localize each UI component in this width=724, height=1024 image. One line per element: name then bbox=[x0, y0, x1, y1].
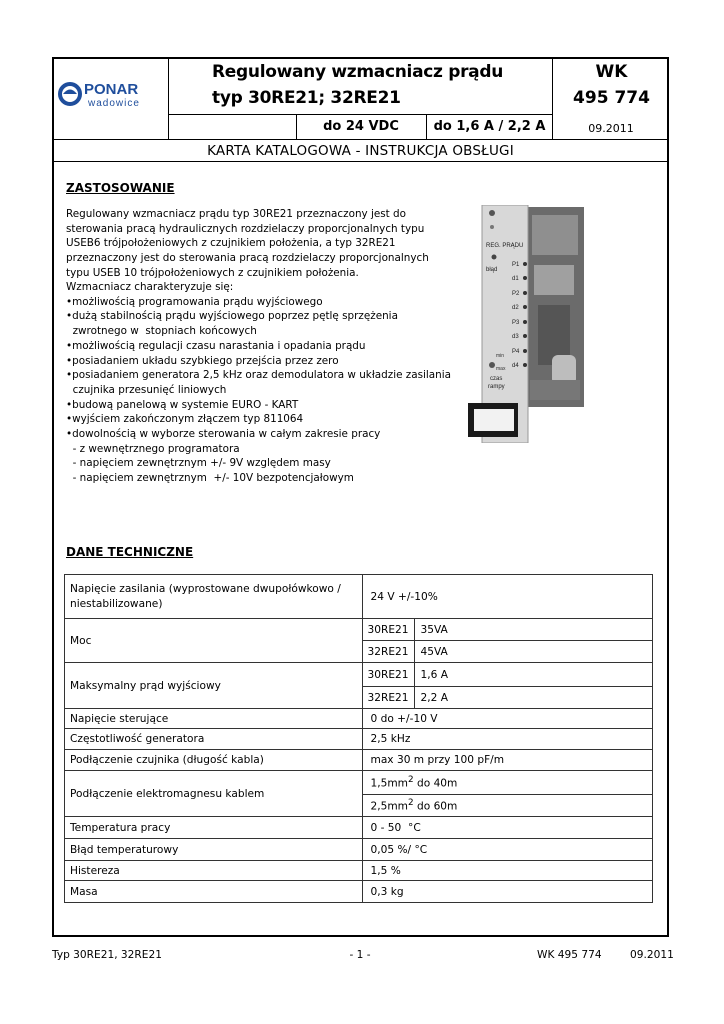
spec-label: Histereza bbox=[65, 861, 363, 881]
spec-type: 30RE21 bbox=[362, 619, 415, 641]
table-row bbox=[65, 619, 653, 641]
header-divider bbox=[168, 57, 169, 139]
feature-item: Wzmacniacz charakteryzuje się: bbox=[66, 281, 234, 293]
spec-label: Częstotliwość generatora bbox=[65, 729, 363, 750]
spec-value bbox=[362, 795, 653, 817]
voltage-spec: do 24 VDC bbox=[323, 119, 399, 134]
device-photo bbox=[468, 205, 586, 443]
intro-line: sterowania pracą hydraulicznych rozdzielaczy proporcjonalnych typu bbox=[66, 222, 425, 235]
doc-code-1: WK bbox=[595, 62, 628, 82]
feature-item: •możliwością regulacji czasu narastania i opadania prądu bbox=[66, 339, 366, 352]
spec-label: Napięcie sterujące bbox=[65, 709, 363, 729]
table-row bbox=[65, 881, 653, 903]
title-line-1: Regulowany wzmacniacz prądu bbox=[212, 62, 504, 82]
panel-led-label: P3 bbox=[512, 320, 520, 326]
feature-item: zwrotnego w stopniach końcowych bbox=[66, 325, 257, 338]
header-date: 09.2011 bbox=[588, 122, 634, 135]
temp-value: 0 - 50 bbox=[370, 821, 409, 834]
spec-value: 24 V +/-10% bbox=[362, 575, 653, 619]
spec-value bbox=[362, 771, 653, 795]
company-logo bbox=[58, 80, 168, 110]
intro-line: typu USEB 10 trójpołożeniowych z czujnikiem położenia. bbox=[66, 266, 359, 279]
spec-label: Moc bbox=[65, 619, 363, 663]
cable-a-sup: 2 bbox=[408, 775, 414, 786]
panel-led-label: P1 bbox=[512, 262, 520, 268]
panel-led-label: d4 bbox=[512, 363, 519, 369]
intro-line: przeznaczony jest do sterowania pracą rozdzielaczy proporcjonalnych bbox=[66, 252, 429, 265]
spec-type: 32RE21 bbox=[362, 687, 415, 709]
feature-item: •budową panelową w systemie EURO - KART bbox=[66, 398, 299, 411]
spec-label: Podłączenie elektromagnesu kablem bbox=[65, 771, 363, 817]
table-row bbox=[65, 750, 653, 771]
panel-max-label: max bbox=[496, 366, 506, 372]
panel-error-label: błąd bbox=[486, 267, 498, 273]
company-sub: wadowice bbox=[88, 98, 140, 109]
feature-item: •dużą stabilnością prądu wyjściowego poprzez pętlę sprzężenia bbox=[66, 310, 398, 323]
table-row bbox=[65, 861, 653, 881]
spec-label: Maksymalny prąd wyjściowy bbox=[65, 663, 363, 709]
feature-item: •posiadaniem układu szybkiego przejścia przez zero bbox=[66, 354, 339, 367]
spec-value: 0 do +/-10 V bbox=[362, 709, 653, 729]
panel-ramp-label: czas bbox=[490, 376, 503, 382]
panel-label: REG. PRĄDU bbox=[486, 243, 524, 249]
intro-line: USEB6 trójpołożeniowych z czujnikiem położenia, a typ 32RE21 bbox=[66, 237, 396, 250]
spec-value: 45VA bbox=[415, 641, 653, 663]
cable-b-value: 2,5mm bbox=[370, 800, 408, 813]
feature-item: •posiadaniem generatora 2,5 kHz oraz demodulatora w układzie zasilania bbox=[66, 369, 451, 382]
header-divider bbox=[168, 114, 553, 115]
header-divider bbox=[52, 139, 669, 140]
panel-led-label: d3 bbox=[512, 334, 519, 340]
spec-label: Masa bbox=[65, 881, 363, 903]
section-heading-technical: DANE TECHNICZNE bbox=[66, 545, 194, 559]
temperr-value: 0,05 %/ bbox=[370, 843, 415, 856]
feature-item: •dowolnością w wyborze sterowania w całym zakresie pracy bbox=[66, 428, 381, 441]
table-row bbox=[65, 663, 653, 687]
spec-value: 2,5 kHz bbox=[362, 729, 653, 750]
panel-min-label: min bbox=[496, 353, 505, 359]
spec-value: 1,6 A bbox=[415, 663, 653, 687]
spec-value: 2,2 A bbox=[415, 687, 653, 709]
temp-unit: °C bbox=[408, 821, 421, 834]
feature-list bbox=[66, 280, 451, 486]
table-row bbox=[65, 575, 653, 619]
table-row bbox=[65, 729, 653, 750]
cable-a-value: 1,5mm bbox=[370, 777, 408, 790]
technical-data-table bbox=[64, 574, 653, 903]
current-spec: do 1,6 A / 2,2 A bbox=[433, 119, 546, 134]
spec-type: 30RE21 bbox=[362, 663, 415, 687]
feature-item: •możliwością programowania prądu wyjściowego bbox=[66, 295, 323, 308]
spec-value bbox=[362, 817, 653, 839]
panel-led-label: P4 bbox=[512, 349, 520, 355]
spec-value: 0,3 kg bbox=[362, 881, 653, 903]
title-line-2: typ 30RE21; 32RE21 bbox=[212, 88, 401, 108]
feature-item: - z wewnętrznego programatora bbox=[66, 442, 240, 455]
feature-item: - napięciem zewnętrznym +/- 10V bezpotencjałowym bbox=[66, 472, 354, 485]
intro-text bbox=[66, 207, 430, 281]
spec-label: Temperatura pracy bbox=[65, 817, 363, 839]
spec-label: Napięcie zasilania (wyprostowane dwupołówkowo / niestabilizowane) bbox=[65, 575, 363, 619]
document-subtitle: KARTA KATALOGOWA - INSTRUKCJA OBSŁUGI bbox=[207, 143, 514, 159]
intro-line: Regulowany wzmacniacz prądu typ 30RE21 przeznaczony jest do bbox=[66, 208, 407, 220]
footer-code: WK 495 774 bbox=[537, 949, 602, 961]
spec-label: Podłączenie czujnika (długość kabla) bbox=[65, 750, 363, 771]
company-name: PONAR bbox=[84, 81, 139, 98]
spec-value: 1,5 % bbox=[362, 861, 653, 881]
table-row bbox=[65, 839, 653, 861]
spec-value bbox=[362, 839, 653, 861]
temperr-unit: °C bbox=[414, 843, 428, 856]
cable-b-sup: 2 bbox=[408, 798, 414, 809]
panel-led-label: d2 bbox=[512, 305, 519, 311]
panel-ramp-label: rampy bbox=[488, 384, 505, 390]
cable-a-rest: do 40m bbox=[413, 777, 458, 790]
table-row bbox=[65, 771, 653, 795]
header-divider bbox=[52, 161, 669, 162]
spec-value: 35VA bbox=[415, 619, 653, 641]
cable-b-rest: do 60m bbox=[413, 800, 458, 813]
section-heading-application: ZASTOSOWANIE bbox=[66, 181, 175, 195]
table-row bbox=[65, 709, 653, 729]
panel-led-label: d1 bbox=[512, 276, 519, 282]
spec-type: 32RE21 bbox=[362, 641, 415, 663]
footer-page: - 1 - bbox=[349, 949, 371, 961]
panel-led-label: P2 bbox=[512, 291, 520, 297]
table-row bbox=[65, 817, 653, 839]
feature-item: czujnika przesunięć liniowych bbox=[66, 383, 227, 396]
feature-item: - napięciem zewnętrznym +/- 9V względem masy bbox=[66, 457, 331, 470]
footer-type: Typ 30RE21, 32RE21 bbox=[52, 949, 162, 961]
footer-date: 09.2011 bbox=[630, 949, 674, 961]
spec-value: max 30 m przy 100 pF/m bbox=[362, 750, 653, 771]
spec-label: Błąd temperaturowy bbox=[65, 839, 363, 861]
feature-item: •wyjściem zakończonym złączem typ 811064 bbox=[66, 413, 304, 426]
doc-code-2: 495 774 bbox=[573, 88, 650, 108]
